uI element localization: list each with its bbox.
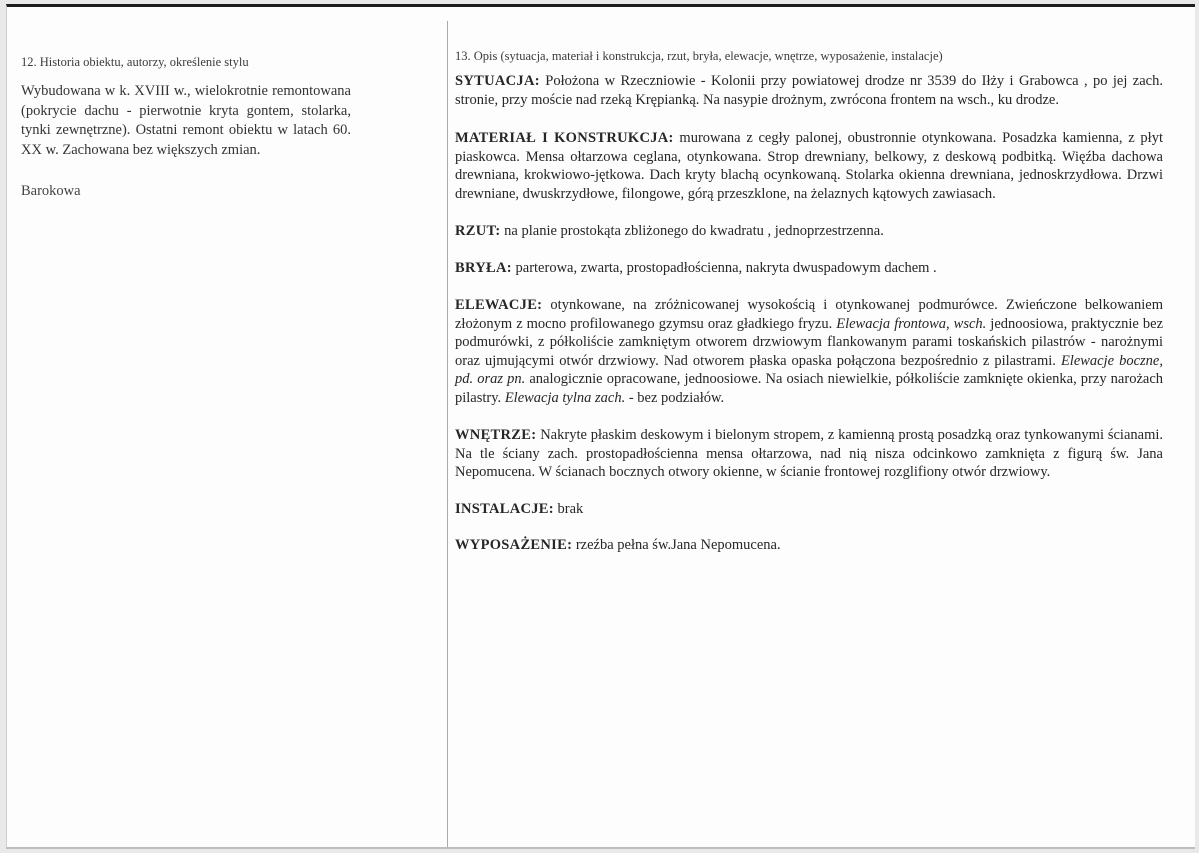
style-text: Barokowa	[21, 183, 81, 199]
section-heading: WYPOSAŻENIE:	[455, 537, 573, 553]
section-text: brak	[553, 500, 584, 517]
section-text: Nakryte płaskim deskowym i bielonym stropem, z kamienną prostą posadzką oraz tynkowanymi ścianami. Na tle ściany zach. prostopadłościenna mensa ołtarzowa, nad nią nisza odcinkowo zamknięta z figurą św. Jana Nepomucena. W ścianach bocznych otwory okienne, w ścianie frontowej rozglifiony otwór drzwiowy.	[455, 427, 1163, 480]
history-text: Wybudowana w k. XVIII w., wielokrotnie remontowana (pokrycie dachu - pierwotnie kryta gontem, stolarka, tynki zewnętrzne). Ostatni remont obiektu w latach 60. XX w. Zachowana bez większych zmian.	[21, 83, 351, 158]
section-italic: Elewacja frontowa, wsch.	[836, 315, 987, 332]
section-wnetrze	[455, 426, 1163, 482]
section-heading: RZUT:	[455, 223, 501, 239]
section-italic: Elewacje boczne, pd. oraz pn.	[455, 352, 1163, 387]
section-text: murowana z cegły palonej, obustronnie otynkowana. Posadzka kamienna, z płyt piaskowca. Mensa ołtarzowa ceglana, otynkowana. Strop drewniany, belkowy, z deskową podbitką. Więźba dachowa drewniana, krokwiowo-jętkowa. Dach kryty blachą ocynkowaną. Stolarka okienna drewniana, jednoskrzydłowa. Drzwi drewniane, dwuskrzydłowe, filongowe, górą przeszklone, na żelaznych kątowych zawiasach.	[455, 130, 1163, 202]
section-italic: Elewacja tylna zach.	[504, 389, 626, 406]
section-heading: MATERIAŁ I KONSTRUKCJA:	[455, 130, 674, 146]
section-instalacje	[455, 500, 1163, 519]
section-text: analogicznie opracowane, jednoosiowe. Na osiach niewielkie, półkoliście zamknięte okienka, przy narożach pilastry.	[455, 371, 1163, 406]
section-heading: ELEWACJE:	[455, 297, 543, 313]
section-text: parterowa, zwarta, prostopadłościenna, nakryta dwuspadowym dachem .	[511, 259, 937, 276]
section-material	[455, 129, 1163, 203]
section-text: na planie prostokąta zbliżonego do kwadratu , jednoprzestrzenna.	[500, 223, 884, 239]
description-field-label: 13. Opis (sytuacja, materiał i konstrukcja, rzut, bryła, elewacje, wnętrze, wyposażenie, instalacje)	[455, 49, 943, 63]
history-field-label: 12. Historia obiektu, autorzy, określenie stylu	[21, 55, 249, 69]
section-heading: INSTALACJE:	[455, 500, 554, 517]
section-heading: SYTUACJA:	[455, 73, 540, 89]
section-text: otynkowane, na zróżnicowanej wysokością i otynkowanej podmurówce. Zwieńczone belkowaniem złożonym z mocno profilowanego gzymsu oraz gładkiego fryzu.	[455, 297, 1163, 332]
section-text: rzeźba pełna św.Jana Nepomucena.	[572, 537, 781, 553]
history-column	[21, 55, 351, 200]
section-text: Położona w Rzeczniowie - Kolonii przy powiatowej drodze nr 3539 do Iłży i Grabowca , po jej zach. stronie, przy moście nad rzeką Krępianką. Na nasypie drożnym, zwrócona frontem na wsch., ku drodze.	[455, 73, 1163, 108]
section-text: jednoosiowa, praktycznie bez podmurówki, z półkoliście zamkniętym otworem drzwiowym flankowanym parami toskańskich pilastrów - narożnymi oraz ujmującymi otwór drzwiowy. Nad otworem płaska opaska połączona bezpośrednio z pilastrami.	[455, 315, 1164, 369]
section-elewacje	[455, 296, 1163, 407]
section-text: - bez podziałów.	[625, 389, 725, 406]
section-sytuacja	[455, 72, 1163, 109]
section-rzut	[455, 222, 1163, 241]
column-divider	[447, 21, 448, 847]
section-bryla	[455, 259, 1163, 278]
description-column	[455, 49, 1163, 555]
document-sheet	[6, 4, 1195, 849]
section-wyposazenie	[455, 536, 1163, 555]
section-heading: WNĘTRZE:	[455, 427, 537, 443]
section-heading: BRYŁA:	[455, 259, 512, 276]
